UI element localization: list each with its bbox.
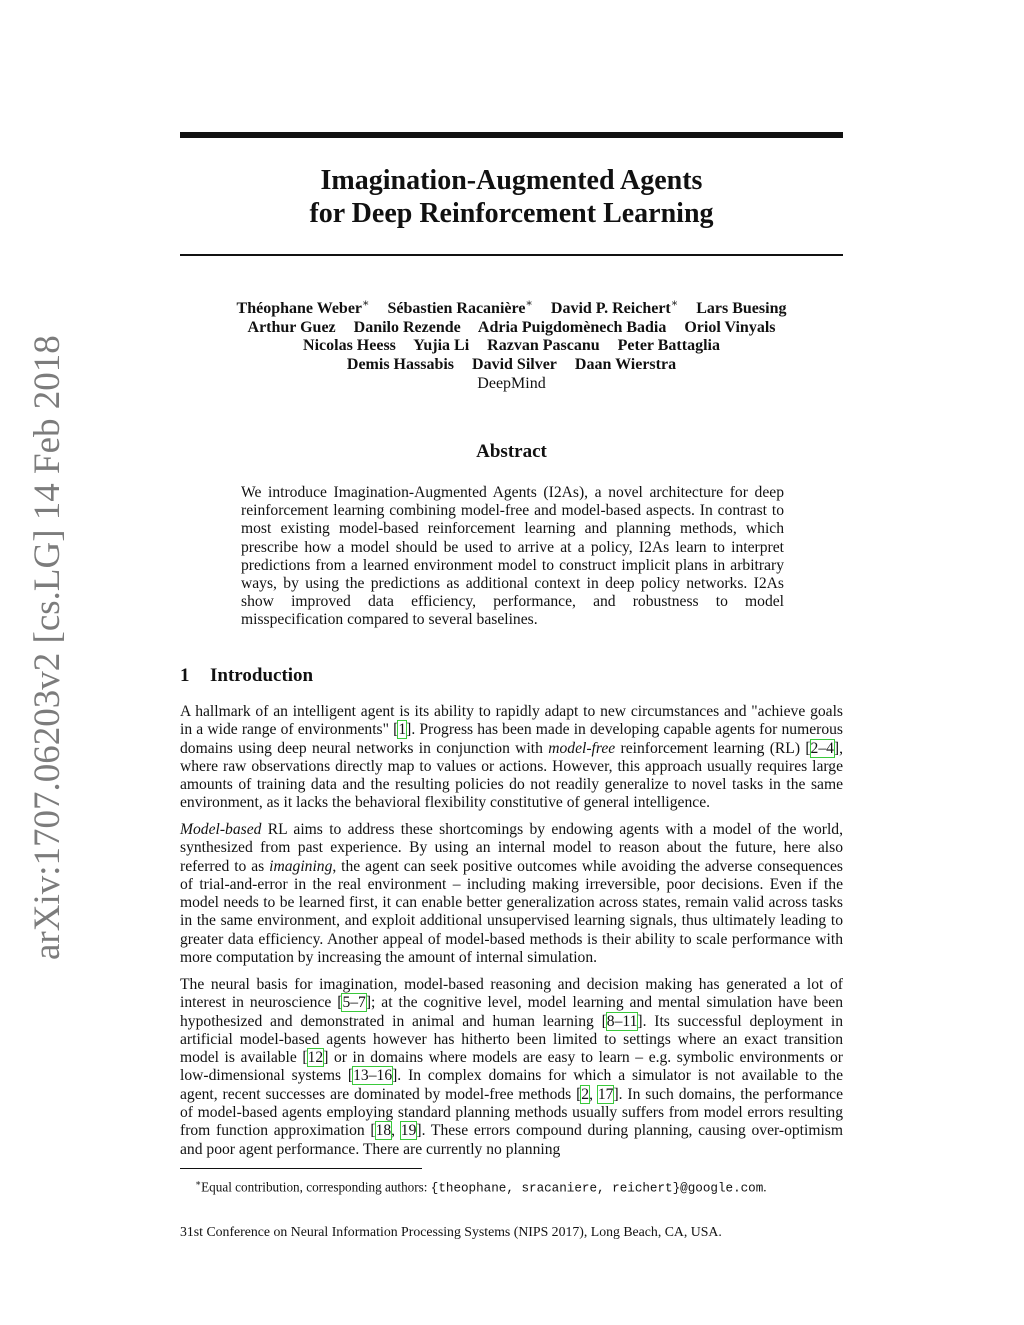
citation-link[interactable]: 2–4 xyxy=(810,739,834,757)
citation-link[interactable]: 18 xyxy=(375,1122,392,1140)
equal-contribution-mark: ∗ xyxy=(670,297,679,310)
affiliation: DeepMind xyxy=(477,375,546,392)
footnote: ∗Equal contribution, corresponding authors: {theophane, sracaniere, reichert}@google.com. xyxy=(195,1178,767,1196)
author-name: Razvan Pascanu xyxy=(487,337,600,354)
abstract-text: We introduce Imagination-Augmented Agents (I2As), a novel architecture for deep reinforcement learning combining model-free and model-based aspects. In contrast to most existing model-based reinforcement learning and planning methods, which prescribe how a model should be used to arrive at a policy, I2As learn to interpret predictions from a learned environment model to construct implicit plans in arbitrary ways, by using the predictions as additional context in deep policy networks. I2As show improved data efficiency, performance, and robustness to model misspecification compared to several baselines. xyxy=(241,484,784,629)
arxiv-stamp: arXiv:1707.06203v2 [cs.LG] 14 Feb 2018 xyxy=(27,335,68,960)
citation-link[interactable]: 2 xyxy=(581,1085,590,1103)
author-name: Danilo Rezende xyxy=(353,318,461,336)
author-name: Oriol Vinyals xyxy=(684,318,776,336)
contact-emails: {theophane, sracaniere, reichert}@google.com xyxy=(430,1181,764,1196)
section-number: 1 xyxy=(180,665,190,686)
author-name: David Silver xyxy=(472,355,557,373)
author-name: Yujia Li xyxy=(413,337,470,354)
citation-link[interactable]: 19 xyxy=(400,1122,417,1140)
intro-paragraph-2: Model-based RL aims to address these shortcomings by endowing agents with a model of the world, synthesized from past experience. By using an internal model to reason about the future, here also referred to as imagining, the agent can seek positive outcomes while avoiding the adverse consequences of trial-and-error in the real environment – including making irreversible, poor decisions. Even if the model needs to be learned first, it can enable better generalization across states, remain valid across tasks in the same environment, and exploit additional unsupervised learning signals, thus ultimately leading to greater data efficiency. Another appeal of model-based methods is their ability to scale performance with more computation by increasing the amount of internal simulation. xyxy=(180,821,843,967)
citation-link[interactable]: 17 xyxy=(597,1085,614,1103)
author-row xyxy=(180,297,843,319)
section-heading xyxy=(180,665,313,687)
conference-note: 31st Conference on Neural Information Processing Systems (NIPS 2017), Long Beach, CA, USA. xyxy=(180,1224,722,1239)
section-title: Introduction xyxy=(210,665,314,686)
author-name: Théophane Weber xyxy=(236,300,363,317)
title-top-rule xyxy=(180,132,843,138)
author-name: Lars Buesing xyxy=(696,300,787,317)
author-row xyxy=(180,337,843,356)
author-row xyxy=(180,319,843,338)
title-line-1: Imagination-Augmented Agents xyxy=(320,165,703,196)
footnote-rule xyxy=(180,1168,422,1169)
author-name: David P. Reichert xyxy=(550,300,671,317)
citation-link[interactable]: 5–7 xyxy=(342,994,366,1012)
author-row xyxy=(180,356,843,375)
author-name: Peter Battaglia xyxy=(617,337,720,354)
title-bottom-rule xyxy=(180,254,843,256)
author-name: Demis Hassabis xyxy=(346,355,455,373)
author-name: Arthur Guez xyxy=(247,318,336,336)
author-name: Nicolas Heess xyxy=(303,337,396,354)
abstract-heading: Abstract xyxy=(476,441,547,462)
footnote-mark: ∗ xyxy=(195,1178,202,1188)
equal-contribution-mark: ∗ xyxy=(362,297,370,310)
title-line-2: for Deep Reinforcement Learning xyxy=(309,198,714,229)
intro-paragraph-3: The neural basis for imagination, model-based reasoning and decision making has generated a lot of interest in neuroscience [5–7]; at the cognitive level, model learning and mental simulation have been hypothesized and demonstrated in animal and human learning [8–11]. Its successful deployment in artificial model-based agents however has hitherto been limited to settings where an exact transition model is available [12] or in domains where models are easy to learn – e.g. symbolic environments or low-dimensional systems [13–16]. In complex domains for which a simulator is not available to the agent, recent successes are dominated by model-free methods [2, 17]. In such domains, the performance of model-based agents employing standard planning methods usually suffers from model errors resulting from function approximation [18, 19]. These errors compound during planning, causing over-optimism and poor agent performance. There are currently no planning xyxy=(180,976,844,1158)
citation-link[interactable]: 12 xyxy=(307,1049,324,1067)
equal-contribution-mark: ∗ xyxy=(525,297,533,310)
citation-link[interactable]: 8–11 xyxy=(606,1012,638,1030)
citation-link[interactable]: 13–16 xyxy=(353,1067,393,1085)
citation-link[interactable]: 1 xyxy=(398,721,407,739)
author-name: Daan Wierstra xyxy=(574,355,677,373)
author-name: Adria Puigdomènech Badia xyxy=(477,318,667,336)
author-name: Sébastien Racanière xyxy=(387,300,526,317)
intro-paragraph-1: A hallmark of an intelligent agent is its ability to rapidly adapt to new circumstances and "achieve goals in a wide range of environments" [1]. Progress has been made in developing capable agents for numerous domains using deep neural networks in conjunction with model-free reinforcement learning (RL) [2–4], where raw observations directly map to values or actions. However, this approach usually requires large amounts of training data and the resulting policies do not readily generalize to novel tasks in the same environment, as it lacks the behavioral flexibility constitutive of general intelligence. xyxy=(180,703,844,812)
paper-title xyxy=(180,164,843,230)
author-list xyxy=(180,297,843,374)
